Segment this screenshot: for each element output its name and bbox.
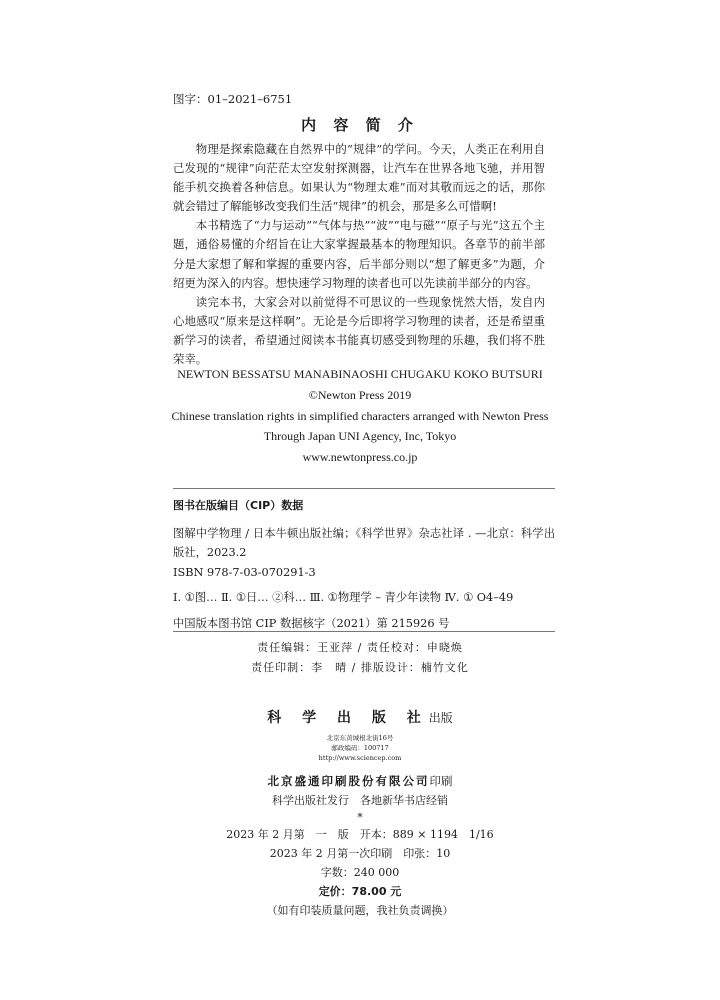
publisher-website: http://www.sciencep.com xyxy=(318,754,402,762)
translation-rights: Chinese translation rights in simplified characters arranged with Newton Press xyxy=(171,408,549,423)
staff-credits xyxy=(0,638,720,678)
cip-classification: Ⅰ. ①图… Ⅱ. ①日… ②科… Ⅲ. ①物理学 – 青少年读物 Ⅳ. ① O4–49 xyxy=(173,591,514,605)
printer-name: 北京盛通印刷股份有限公司 xyxy=(267,774,430,788)
intro-title: 内 容 简 介 xyxy=(301,116,419,134)
price: 定价：78.00 元 xyxy=(318,885,402,898)
printer-suffix: 印刷 xyxy=(429,774,453,788)
publisher-name: 科 学 出 版 社 xyxy=(267,710,429,726)
original-title: NEWTON BESSATSU MANABINAOSHI CHUGAKU KOKO BUTSURI xyxy=(177,367,543,381)
rights-block xyxy=(0,364,720,468)
cip-title-line: 图解中学物理 / 日本牛顿出版社编；《科学世界》杂志社译 . —北京：科学出版社，2023.2 xyxy=(173,526,555,560)
staff-line: 责任编辑：王亚萍 / 责任校对：申晓焕 xyxy=(257,641,463,654)
intro-text xyxy=(173,140,545,369)
publisher-block xyxy=(0,707,720,763)
copyright-line: ©Newton Press 2019 xyxy=(308,387,412,402)
intro-paragraph: 本书精选了“力与运动”“气体与热”“波”“电与磁”“原子与光”这五个主题，通俗易懂的介绍旨在让大家掌握最基本的物理知识。各章节的前半部分是大家想了解和掌握的重要内容，后半部分则以“想了解更多”为题，介绍更为深入的内容。想快速学习物理的读者也可以先读前半部分的内容。 xyxy=(173,218,545,290)
separator-asterisk: * xyxy=(357,811,363,824)
printer-line xyxy=(0,770,720,789)
cip-top-divider xyxy=(173,488,555,489)
intro-paragraph: 读完本书，大家会对以前觉得不可思议的一些现象恍然大悟，发自内心地感叹“原来是这样啊”。无论是今后即将学习物理的读者，还是希望重新学习的读者，希望通过阅读本书能真切感受到物理的乐趣，我们将不胜荣幸。 xyxy=(173,294,545,367)
cip-bottom-divider xyxy=(173,631,555,632)
quality-note: （如有印装质量问题，我社负责调换） xyxy=(266,904,454,917)
registration-number: 图字：01–2021–6751 xyxy=(173,92,293,106)
agency-line: Through Japan UNI Agency, Inc, Tokyo xyxy=(263,429,457,444)
word-count: 字数：240 000 xyxy=(320,866,400,879)
staff-line: 责任印制：李 晴 / 排版设计：楠竹文化 xyxy=(251,661,469,674)
cip-isbn: ISBN 978-7-03-070291-3 xyxy=(173,565,316,579)
publisher-address: 北京东黄城根北街16号 xyxy=(326,734,394,742)
intro-paragraph: 物理是探索隐藏在自然界中的“规律”的学问。今天，人类正在利用自己发现的“规律”向茫茫太空发射探测器，让汽车在世界各地飞驰，并用智能手机交换着各种信息。如果认为“物理太难”而对其敬而远之的话，那你就会错过了解能够改变我们生活“规律”的机会，那是多么可惜啊! xyxy=(173,142,545,214)
edition-block xyxy=(0,825,720,920)
distribution-line: 科学出版社发行 各地新华书店经销 xyxy=(272,794,448,807)
edition-line: 2023 年 2 月第 一 版 开本：889 × 1194 1/16 xyxy=(226,828,494,841)
cip-record: 中国版本图书馆 CIP 数据核字（2021）第 215926 号 xyxy=(173,616,450,630)
cip-title: 图书在版编目（CIP）数据 xyxy=(173,499,304,512)
publisher-suffix: 出版 xyxy=(428,711,453,725)
website-link: www.newtonpress.co.jp xyxy=(302,450,418,465)
publisher-postcode: 邮政编码：100717 xyxy=(331,744,389,752)
cip-block xyxy=(173,496,555,634)
printing-line: 2023 年 2 月第一次印刷 印张：10 xyxy=(269,847,451,860)
